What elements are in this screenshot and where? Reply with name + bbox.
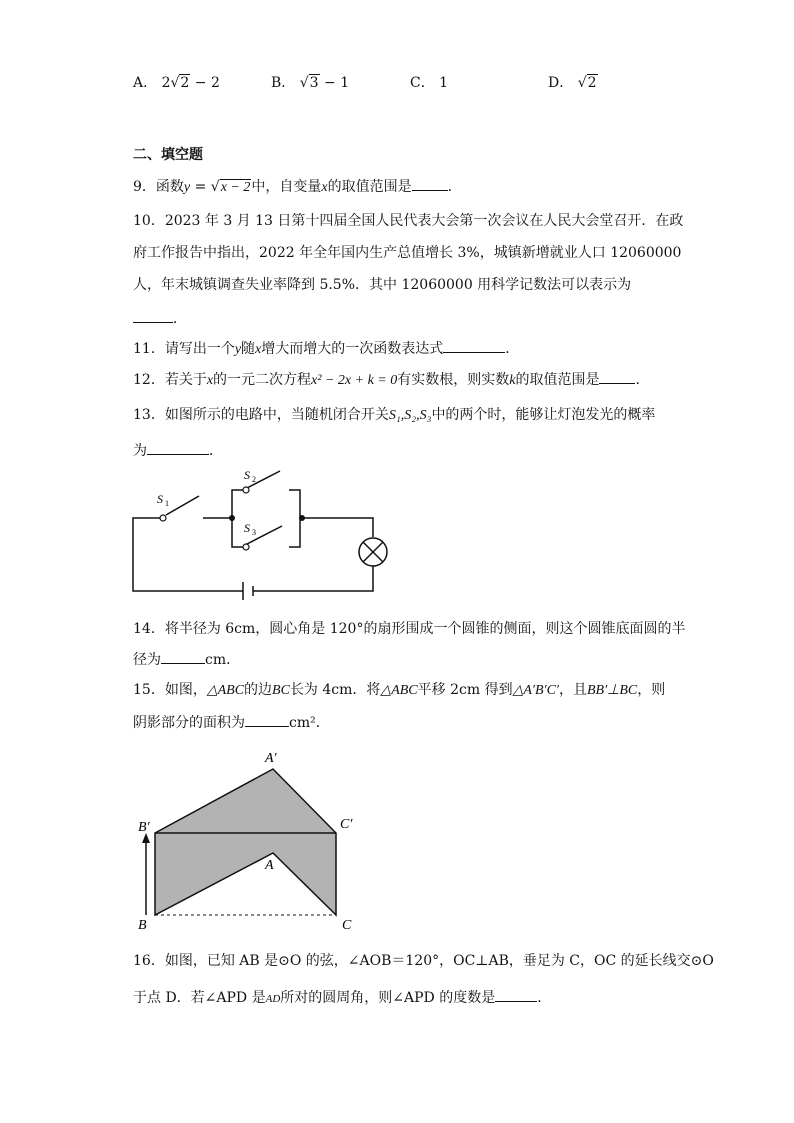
sqrt-sign: √	[299, 75, 309, 91]
shaded-region	[155, 769, 336, 915]
answer-blank[interactable]	[599, 369, 635, 384]
q15-text-d: 平移 2cm 得到	[417, 682, 513, 698]
question-10-line-4	[133, 308, 187, 329]
q15-triangle-2: △ABC	[380, 683, 418, 698]
question-10-line-3: 人，年末城镇调查失业率降到 5.5%．其中 12060000 用科学记数法可以表示为	[133, 277, 632, 293]
label-c: C	[342, 918, 352, 933]
option-a-rest: − 2	[194, 75, 220, 91]
option-a-radicand: 2	[180, 75, 190, 91]
q9-text-c: 的取值范围是	[327, 179, 412, 195]
q16-arc: AD	[265, 993, 281, 1005]
option-d-label: D．	[548, 75, 574, 91]
q12-text-c: 有实数根，则实数	[397, 372, 510, 388]
question-15-line-2	[133, 712, 330, 733]
q12-text-d: 的取值范围是	[515, 372, 600, 388]
option-a	[133, 72, 220, 92]
answer-blank[interactable]	[133, 308, 173, 323]
option-a-label: A．	[133, 75, 158, 91]
translation-figure	[130, 745, 370, 935]
switch-s2-label: S	[244, 468, 250, 482]
q11-end: ．	[505, 341, 520, 357]
q15-text-g: 阴影部分的面积为	[133, 715, 245, 731]
label-a: A	[265, 858, 274, 873]
q9-text-a: 9．函数	[133, 179, 184, 195]
label-b-prime: B′	[138, 820, 150, 835]
junction-left	[229, 515, 235, 521]
question-16-line-1: 16．如图，已知 AB 是⊙O 的弦，∠AOB＝120°，OC⊥AB，垂足为 C，OC 的延长线交⊙O	[133, 953, 714, 969]
q13-end: ．	[209, 443, 223, 459]
q13-text-c: 为	[133, 443, 147, 459]
q11-var-y: y	[234, 342, 242, 357]
q9-equals: =	[190, 179, 211, 195]
switch-s1-contact	[160, 515, 166, 521]
q10-end: ．	[173, 311, 187, 327]
answer-blank[interactable]	[245, 712, 289, 727]
question-16-line-2	[133, 987, 551, 1009]
q11-text-a: 11．请写出一个	[133, 341, 235, 357]
question-14-line-2	[133, 649, 240, 670]
q9-var-y: y	[183, 180, 191, 195]
option-b-rest: − 1	[324, 75, 350, 91]
answer-blank[interactable]	[443, 338, 505, 353]
switch-s2-sub: 2	[252, 475, 256, 484]
q16-end: ．	[537, 990, 552, 1006]
switch-s1-sub: 1	[165, 499, 169, 508]
label-b: B	[138, 918, 147, 933]
sqrt-sign: √	[170, 75, 180, 91]
question-14-line-1: 14．将半径为 6cm，圆心角是 120°的扇形围成一个圆锥的侧面，则这个圆锥底面圆的半	[133, 621, 686, 637]
switch-s3-contact	[243, 544, 249, 550]
answer-blank[interactable]	[161, 649, 205, 664]
q12-var-x: x	[206, 373, 214, 388]
q15-unit: cm²．	[289, 715, 330, 731]
q13-switches: S₁,S₂,S₃	[388, 408, 432, 423]
option-a-coef: 2	[161, 75, 171, 91]
question-12	[133, 369, 649, 391]
label-c-prime: C′	[340, 817, 353, 832]
option-d	[548, 72, 598, 92]
q16-text-b: 所对的圆周角，则∠APD 的度数是	[280, 990, 496, 1006]
q16-text-a: 于点 D．若∠APD 是	[133, 990, 266, 1006]
switch-s2-contact	[243, 487, 249, 493]
q12-end: ．	[635, 372, 650, 388]
q14-text: 径为	[133, 652, 161, 668]
q15-text-f: ，则	[637, 682, 666, 698]
option-b-label: B．	[271, 75, 296, 91]
q15-triangle-image: △A′B′C′	[512, 683, 559, 698]
q9-end: ．	[447, 179, 462, 195]
q15-text-a: 15．如图，	[133, 682, 207, 698]
switch-s1-label: S	[157, 492, 163, 506]
question-13-line-2	[133, 440, 223, 461]
q11-var-x: x	[255, 342, 262, 357]
circuit-diagram	[125, 465, 395, 615]
q12-text-b: 的一元二次方程	[213, 372, 312, 388]
q14-unit: cm．	[205, 652, 241, 668]
q15-text-e: ，且	[558, 682, 587, 698]
q9-text-b: 中，自变量	[251, 179, 322, 195]
q12-equation: x² − 2x + k = 0	[311, 373, 398, 388]
q12-var-k: k	[509, 373, 516, 388]
answer-blank[interactable]	[412, 176, 448, 191]
q9-radicand: x − 2	[220, 180, 251, 195]
q11-text-c: 增大而增大的一次函数表达式	[261, 341, 444, 357]
section-title: 二、填空题	[133, 147, 203, 163]
q15-text-c: 长为 4cm．将	[289, 682, 381, 698]
q15-text-b: 的边	[244, 682, 273, 698]
question-11	[133, 338, 519, 360]
q12-text-a: 12．若关于	[133, 372, 207, 388]
label-a-prime: A′	[265, 751, 277, 766]
switch-s3-label: S	[244, 521, 250, 535]
sqrt-sign: √	[577, 75, 587, 91]
answer-blank[interactable]	[495, 987, 537, 1002]
q15-perpendicular: BB′⊥BC	[586, 683, 638, 698]
option-b	[271, 72, 349, 92]
question-13-line-1	[133, 405, 655, 426]
q9-var-x: x	[321, 180, 328, 195]
option-d-radicand: 2	[587, 75, 597, 91]
q13-text-b: 中的两个时，能够让灯泡发光的概率	[431, 407, 656, 423]
option-b-radicand: 3	[309, 75, 319, 91]
question-15-line-1	[133, 680, 665, 701]
q13-text-a: 13．如图所示的电路中，当随机闭合开关	[133, 407, 389, 423]
question-9	[133, 176, 462, 198]
option-c	[410, 72, 448, 92]
question-10-line-1: 10．2023 年 3 月 13 日第十四届全国人民代表大会第一次会议在人民大会堂召开．在政	[133, 213, 684, 229]
q15-segment-bc: BC	[272, 683, 290, 698]
junction-right	[299, 515, 305, 521]
answer-blank[interactable]	[147, 440, 209, 455]
option-c-text: 1	[439, 75, 449, 91]
q11-text-b: 随	[241, 341, 256, 357]
q15-triangle: △ABC	[206, 683, 245, 698]
question-10-line-2: 府工作报告中指出，2022 年全年国内生产总值增长 3%，城镇新增就业人口 12060000	[133, 245, 682, 261]
switch-s3-sub: 3	[252, 528, 256, 537]
sqrt-sign: √	[210, 179, 220, 195]
option-c-label: C．	[410, 75, 435, 91]
